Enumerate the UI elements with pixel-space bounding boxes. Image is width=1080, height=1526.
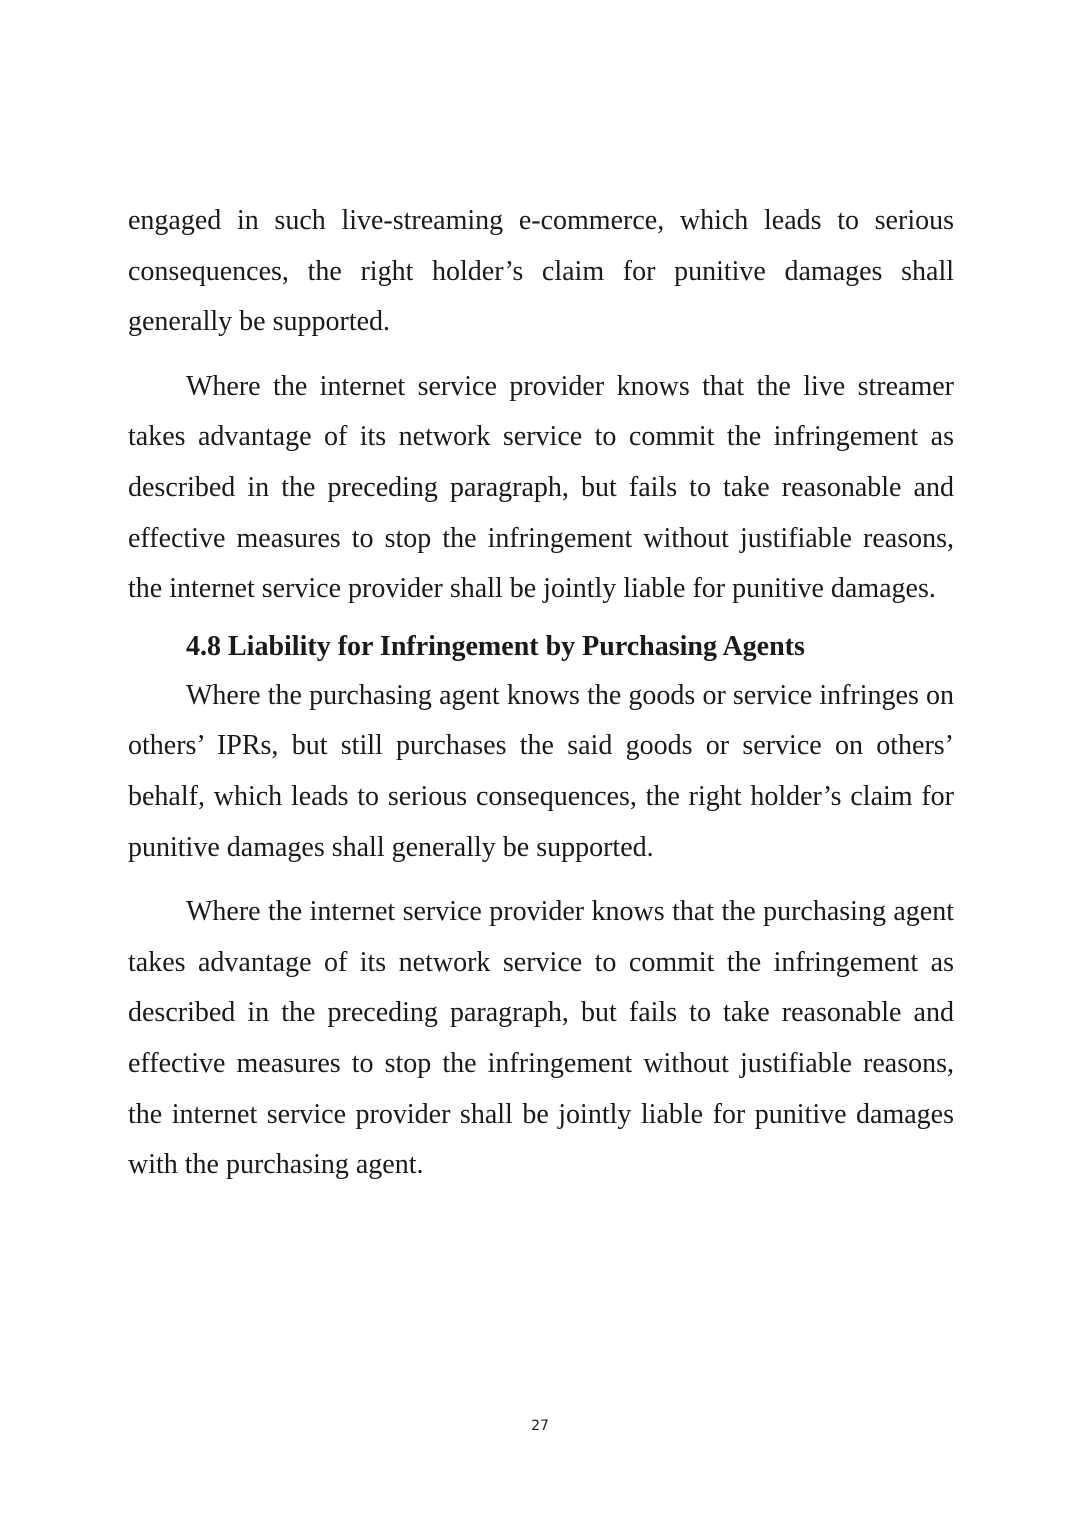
section-heading: 4.8 Liability for Infringement by Purchasing Agents	[186, 630, 805, 662]
paragraph-purchasing-agent: Where the purchasing agent knows the goods or service infringes on others’ IPRs, but still purchases the said goods or service on others’ behalf, which leads to serious consequences, the right holder’s claim for punitive damages shall generally be supported.	[128, 679, 954, 863]
paragraph-continued: engaged in such live-streaming e-commerce, which leads to serious consequences, the right holder’s claim for punitive damages shall generally be supported.	[128, 205, 954, 338]
paragraph-spacer	[128, 348, 954, 362]
document-page	[128, 196, 954, 1191]
page-number: 27	[531, 1418, 549, 1434]
paragraph-isp-joint-liability: Where the internet service provider knows that the purchasing agent takes advantage of its network service to commit the infringement as described in the preceding paragraph, but fails to take reasonable and effective measures to stop the infringement without justifiable reasons, the internet service provider shall be jointly liable for punitive damages with the purchasing agent.	[128, 896, 954, 1181]
paragraph-live-streamer-liability: Where the internet service provider knows that the live streamer takes advantage of its network service to commit the infringement as described in the preceding paragraph, but fails to take reasonable and effective measures to stop the infringement without justifiable reasons, the internet service provider shall be jointly liable for punitive damages.	[128, 370, 954, 605]
paragraph-spacer	[128, 873, 954, 887]
